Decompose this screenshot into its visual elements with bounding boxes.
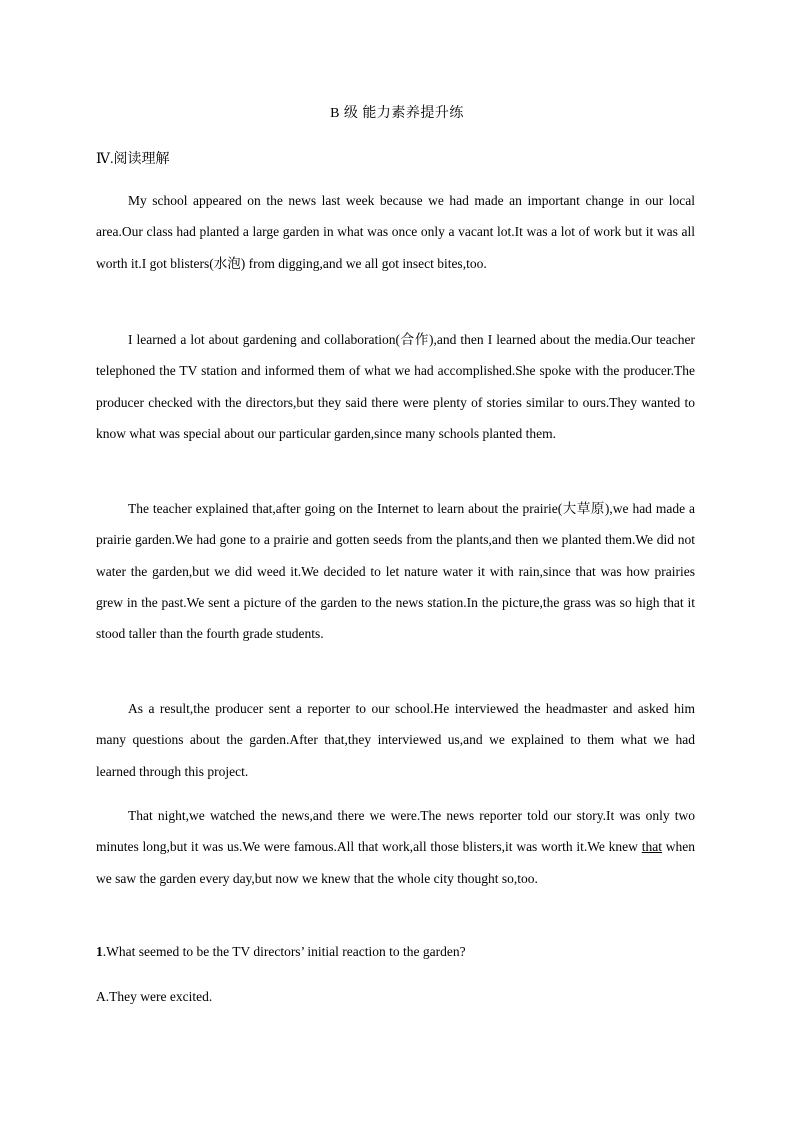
paragraph-5-text-after: when we saw the garden every day,but now we knew that the whole city thought so,too. [96, 839, 695, 886]
question-number: 1 [96, 944, 103, 959]
question-1 [96, 944, 716, 960]
question-1-option-a: A.They were excited. [96, 989, 213, 1004]
underlined-word: that [641, 839, 662, 855]
passage-paragraph-1: My school appeared on the news last week because we had made an important change in our local area.Our class had planted a large garden in what was once only a vacant lot.It was a lot of work but it was all worth it.I got blisters(水泡) from digging,and we all got insect bites,too. [96, 193, 695, 271]
passage-paragraph-3: The teacher explained that,after going on the Internet to learn about the prairie(大草原),we had made a prairie garden.We had gone to a prairie and gotten seeds from the plants,and then we planted them.We did not water the garden,but we did weed it.We decided to let nature water it with rain,since that was how prairies grew in the past.We sent a picture of the garden to the news station.In the picture,the grass was so high that it stood taller than the fourth grade students. [96, 501, 695, 642]
passage-paragraph-5 [96, 800, 695, 894]
passage-paragraph-2: I learned a lot about gardening and collaboration(合作),and then I learned about the media.Our teacher telephoned the TV station and informed them of what we had accomplished.She spoke with the producer.The producer checked with the directors,but they said there were plenty of stories similar to ours.They wanted to know what was special about our particular garden,since many schools planted them. [96, 332, 695, 441]
passage-paragraph-4: As a result,the producer sent a reporter to our school.He interviewed the headmaster and asked him many questions about the garden.After that,they interviewed us,and we explained to them what we had learned through this project. [96, 701, 695, 779]
page-title: B 级 能力素养提升练 [330, 106, 464, 121]
paragraph-5-text-before: That night,we watched the news,and there we were.The news reporter told our story.It was only two minutes long,but it was us.We were famous.All that work,all those blisters,it was worth it.We knew [96, 808, 695, 855]
question-text: .What seemed to be the TV directors’ initial reaction to the garden? [102, 944, 466, 959]
section-heading: Ⅳ.阅读理解 [96, 152, 170, 167]
